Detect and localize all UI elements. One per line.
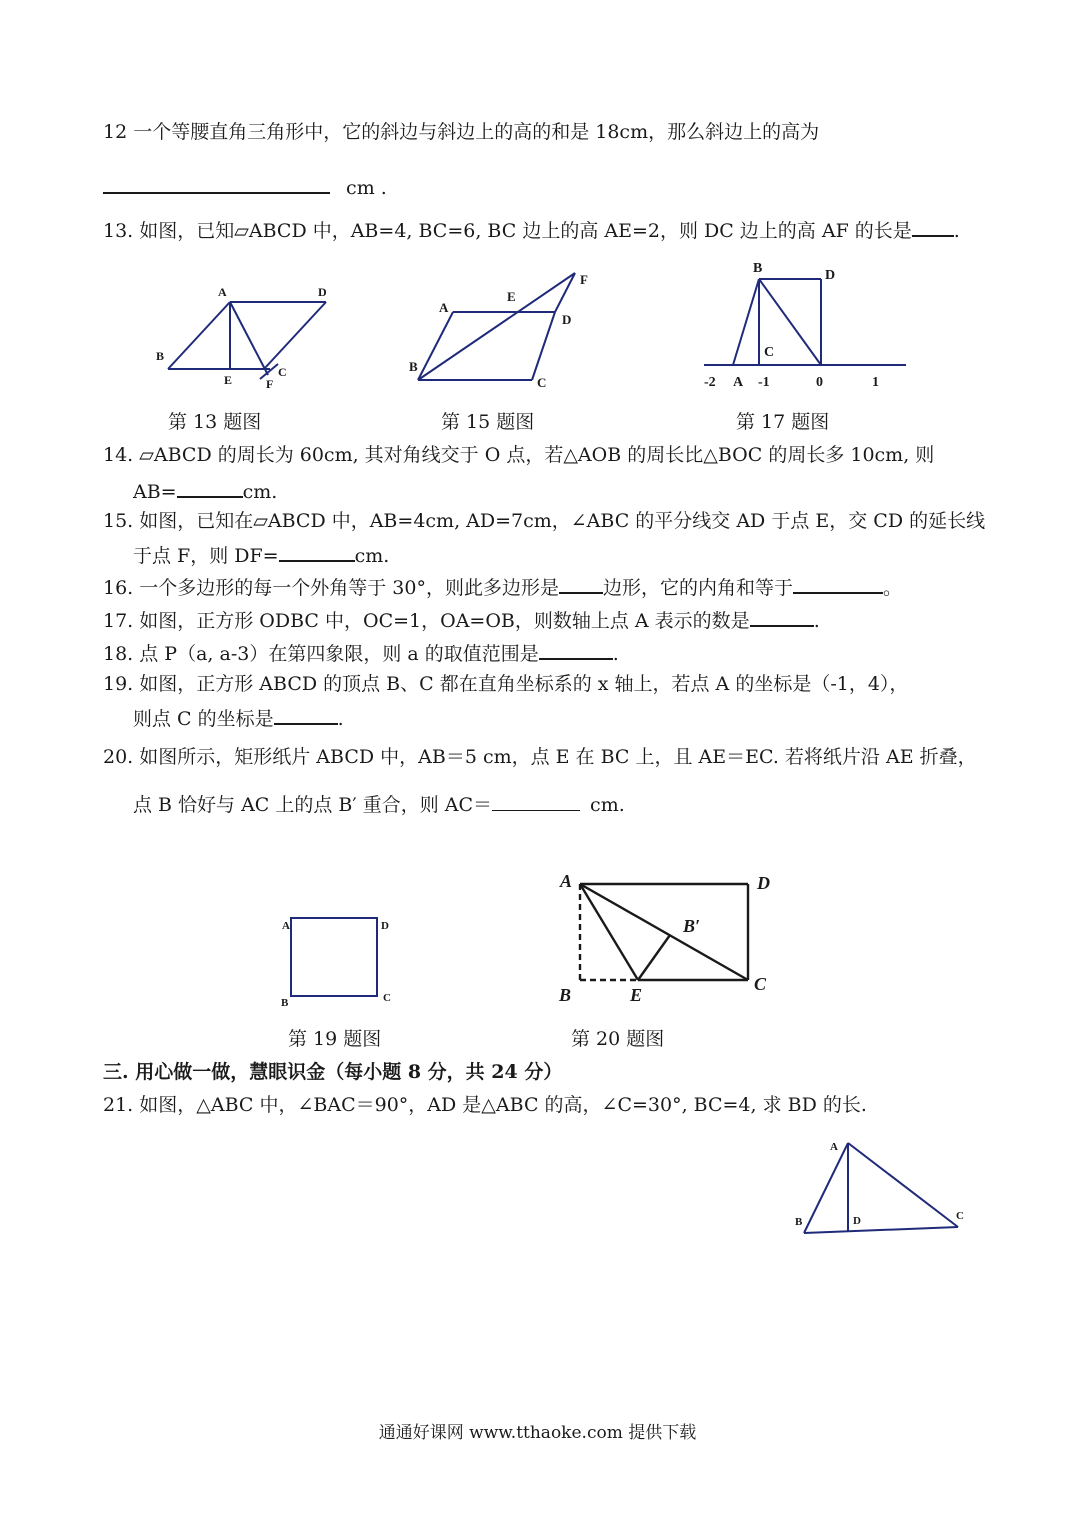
f15-label-d: D [562,312,572,327]
q17-prefix: 17. 如图，正方形 ODBC 中，OC=1，OA=OB，则数轴上点 A 表示的数是 [103,610,750,632]
q20-prefix: 点 B 恰好与 AC 上的点 B′ 重合，则 AC＝ [133,794,493,816]
f15-label-e: E [507,289,516,304]
figure-15 [405,265,605,395]
f21-side-ac [848,1143,958,1227]
q16-blank-sides[interactable] [559,574,603,594]
f13-label-b: B [156,349,165,363]
q13-question: 13. 如图，已知▱ABCD 中，AB=4, BC=6, BC 边上的高 AE=2，则 DC 边上的高 AF 的长是 [103,220,912,242]
f21-label-c: C [956,1210,964,1222]
q18-text [103,640,619,666]
q14-prefix: AB= [133,481,177,503]
f20-diagonal-ac [580,884,748,980]
f13-side-dc [264,302,326,369]
f19-label-c: C [383,992,391,1004]
q20-line1: 20. 如图所示，矩形纸片 ABCD 中，AB＝5 cm，点 E 在 BC 上，且 AE＝EC. 若将纸片沿 AE 折叠， [103,746,977,768]
q12-unit: cm . [346,177,387,199]
footer-credit: 通通好课网 www.tthaoke.com 提供下载 [378,1423,697,1443]
q14-line1: 14. ▱ABCD 的周长为 60cm, 其对角线交于 O 点，若△AOB 的周长比△BOC 的周长多 10cm, 则 [103,444,935,466]
f21-label-a: A [830,1141,838,1153]
f19-label-a: A [282,920,290,932]
q20-unit: cm. [590,794,625,816]
caption-fig13: 第 13 题图 [168,411,262,433]
f20-label-a: A [560,871,573,891]
figure-20 [555,870,795,1005]
q20-line2 [133,792,625,817]
q15-unit: cm. [354,545,390,567]
f13-label-f: F [266,377,274,391]
q16-middle: 边形，它的内角和等于 [602,577,793,599]
q21-text: 21. 如图，△ABC 中，∠BAC＝90°，AD 是△ABC 的高，∠C=30°, BC=4, 求 BD 的长. [103,1094,867,1116]
q14-blank[interactable] [177,478,243,498]
f17-label-c: C [764,345,775,360]
q15-prefix: 于点 F，则 DF= [133,545,279,567]
q12-line1: 12 一个等腰直角三角形中，它的斜边与斜边上的高的和是 18cm，那么斜边上的高为 [103,121,820,143]
f21-side-ab [804,1143,848,1233]
f15-label-c: C [537,375,547,390]
f15-side-ab [418,312,453,380]
q19-line2 [133,705,344,731]
q17-end: . [813,610,820,632]
q12-answer-line [103,174,387,200]
q15-line1: 15. 如图，已知在▱ABCD 中，AB=4cm, AD=7cm，∠ABC 的平分线交 AD 于点 E，交 CD 的延长线 [103,510,986,532]
f15-bisector-bf [418,273,575,380]
f19-label-d: D [381,920,389,932]
q15-blank[interactable] [279,542,355,562]
f15-label-b: B [409,359,418,374]
f17-label-d: D [825,268,836,283]
q16-end: 。 [883,577,903,599]
q19-prefix: 则点 C 的坐标是 [133,708,274,730]
caption-fig15: 第 15 题图 [441,411,535,433]
figure-13 [150,280,350,390]
f15-side-dc [532,312,555,380]
q19-end: . [337,708,344,730]
section3-heading: 三. 用心做一做，慧眼识金（每小题 8 分，共 24 分） [103,1061,563,1083]
f13-side-ab [168,302,230,369]
f17-label-b: B [753,261,763,276]
q17-text [103,607,820,633]
q19-line1: 19. 如图，正方形 ABCD 的顶点 B、C 都在直角坐标系的 x 轴上，若点 A 的坐标是（-1，4）， [103,673,909,695]
q19-blank[interactable] [274,705,338,725]
f20-label-d: D [757,873,770,893]
f17-tick-neg1: -1 [758,375,770,390]
q13-blank[interactable] [912,217,954,237]
q16-prefix: 16. 一个多边形的每一个外角等于 30°，则此多边形是 [103,577,559,599]
f17-tick-0: 0 [816,375,823,390]
f17-label-a: A [733,375,744,390]
f21-label-b: B [795,1216,803,1228]
f13-height-af [230,302,268,375]
q16-text [103,574,902,600]
q18-blank[interactable] [539,640,613,660]
f20-label-b: B [559,985,572,1005]
q12-blank[interactable] [103,174,330,194]
q14-line2 [133,478,277,504]
q16-blank-angle-sum[interactable] [793,574,883,594]
q18-end: . [612,643,619,665]
f20-label-e: E [630,985,643,1005]
f17-tick-neg2: -2 [704,375,716,390]
q14-unit: cm. [242,481,278,503]
f13-label-a: A [218,285,227,299]
f20-label-b-prime: B′ [683,916,701,936]
q13-end: . [953,220,960,242]
figure-17 [700,255,920,395]
f13-label-e: E [224,373,233,387]
f19-square [291,918,377,996]
f19-label-b: B [281,997,289,1009]
caption-fig17: 第 17 题图 [736,411,830,433]
f13-label-c: C [278,365,287,379]
f17-tick-1: 1 [872,375,879,390]
f20-label-c: C [754,974,767,994]
q15-line2 [133,542,389,568]
figure-21 [790,1135,980,1245]
f17-segment-ba [733,279,759,365]
figure-19 [278,912,408,1012]
f20-fold-ae [580,884,638,980]
caption-fig19: 第 19 题图 [288,1028,382,1050]
f15-label-a: A [439,300,449,315]
f13-label-d: D [318,285,327,299]
q17-blank[interactable] [750,607,814,627]
q20-blank[interactable] [492,792,580,811]
f21-side-bc [804,1227,958,1233]
f15-label-f: F [580,272,588,287]
q18-prefix: 18. 点 P（a, a-3）在第四象限，则 a 的取值范围是 [103,643,539,665]
caption-fig20: 第 20 题图 [571,1028,665,1050]
f20-segment-eb-prime [638,935,670,980]
q13-text [103,217,960,243]
f21-label-d: D [853,1215,861,1227]
